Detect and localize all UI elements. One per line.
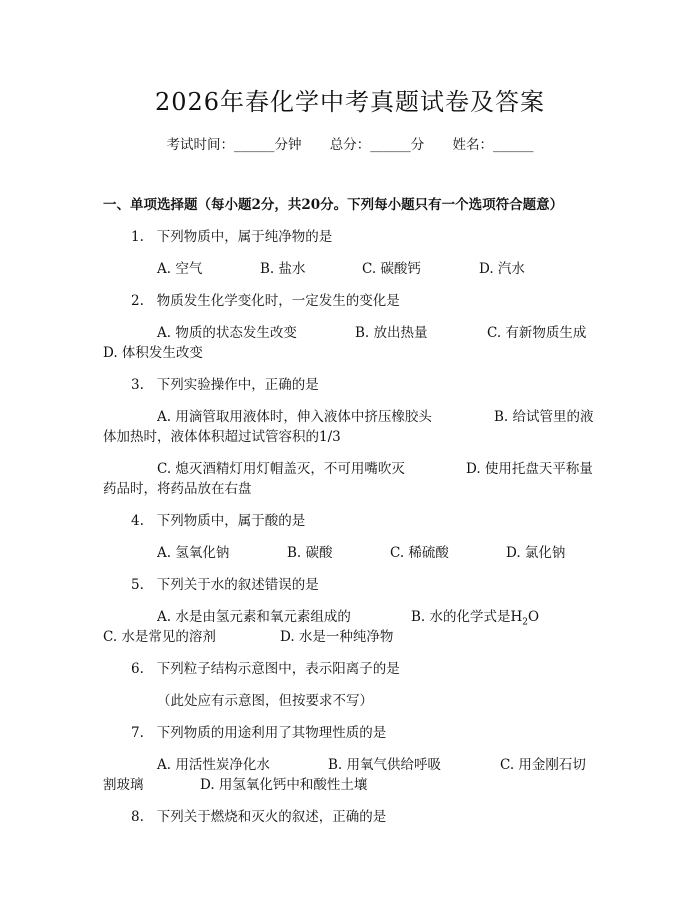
option: D. 用氢氧化钙中和酸性土壤 [200, 777, 368, 793]
option: B. 给试管里的液 [494, 409, 594, 425]
option: A. 用活性炭净化水 [157, 757, 270, 773]
option-continued: 割玻璃 [103, 777, 144, 793]
option-continued: 体加热时，液体体积超过试管容积的1/3 [103, 429, 341, 445]
option: C. 熄灭酒精灯用灯帽盖灭，不可用嘴吹灭 [157, 461, 405, 477]
question-stem: 4. 下列物质中，属于酸的是 [131, 513, 306, 529]
option: A. 水是由氢元素和氧元素组成的 [157, 609, 351, 625]
question-stem: 5. 下列关于水的叙述错误的是 [131, 577, 319, 593]
option: D. 体积发生改变 [103, 345, 203, 361]
option: B. 用氧气供给呼吸 [328, 757, 442, 773]
option: D. 汽水 [479, 261, 525, 277]
question-stem: 2. 物质发生化学变化时，一定发生的变化是 [131, 293, 400, 309]
student-name: 姓名：______ [452, 137, 534, 153]
option: C. 稀硫酸 [390, 545, 449, 561]
option: A. 空气 [157, 261, 203, 277]
option: C. 水是常见的溶剂 [103, 629, 216, 645]
option: A. 物质的状态发生改变 [157, 325, 297, 341]
exam-info [0, 133, 700, 153]
option: B. 水的化学式是$H_2O$ [411, 609, 540, 628]
option: C. 碳酸钙 [362, 261, 421, 277]
exam-time: 考试时间：______分钟 [166, 137, 302, 153]
question-stem: 3. 下列实验操作中，正确的是 [131, 377, 319, 393]
option: B. 盐水 [260, 261, 306, 277]
question-stem: 1. 下列物质中，属于纯净物的是 [131, 229, 333, 245]
page-title: 2026年春化学中考真题试卷及答案 [154, 88, 546, 116]
figure-note: （此处应有示意图，但按要求不写） [157, 693, 373, 709]
option: C. 用金刚石切 [500, 757, 586, 773]
question-stem: 6. 下列粒子结构示意图中，表示阳离子的是 [131, 661, 400, 677]
option: A. 氢氧化钠 [157, 545, 230, 561]
option: B. 碳酸 [287, 545, 333, 561]
option: D. 使用托盘天平称量 [466, 461, 593, 477]
option: D. 水是一种纯净物 [280, 629, 394, 645]
question-stem: 7. 下列物质的用途利用了其物理性质的是 [131, 725, 387, 741]
option: D. 氯化钠 [506, 545, 566, 561]
option: C. 有新物质生成 [487, 325, 587, 341]
option-continued: 药品时，将药品放在右盘 [103, 481, 252, 497]
total-score: 总分：______分 [329, 137, 425, 153]
option: A. 用滴管取用液体时，伸入液体中挤压橡胶头 [157, 409, 432, 425]
question-stem: 8. 下列关于燃烧和灭火的叙述，正确的是 [131, 809, 387, 825]
option: B. 放出热量 [355, 325, 428, 341]
section-heading: 一、单项选择题（每小题2分，共20分。下列每小题只有一个选项符合题意） [103, 197, 564, 213]
